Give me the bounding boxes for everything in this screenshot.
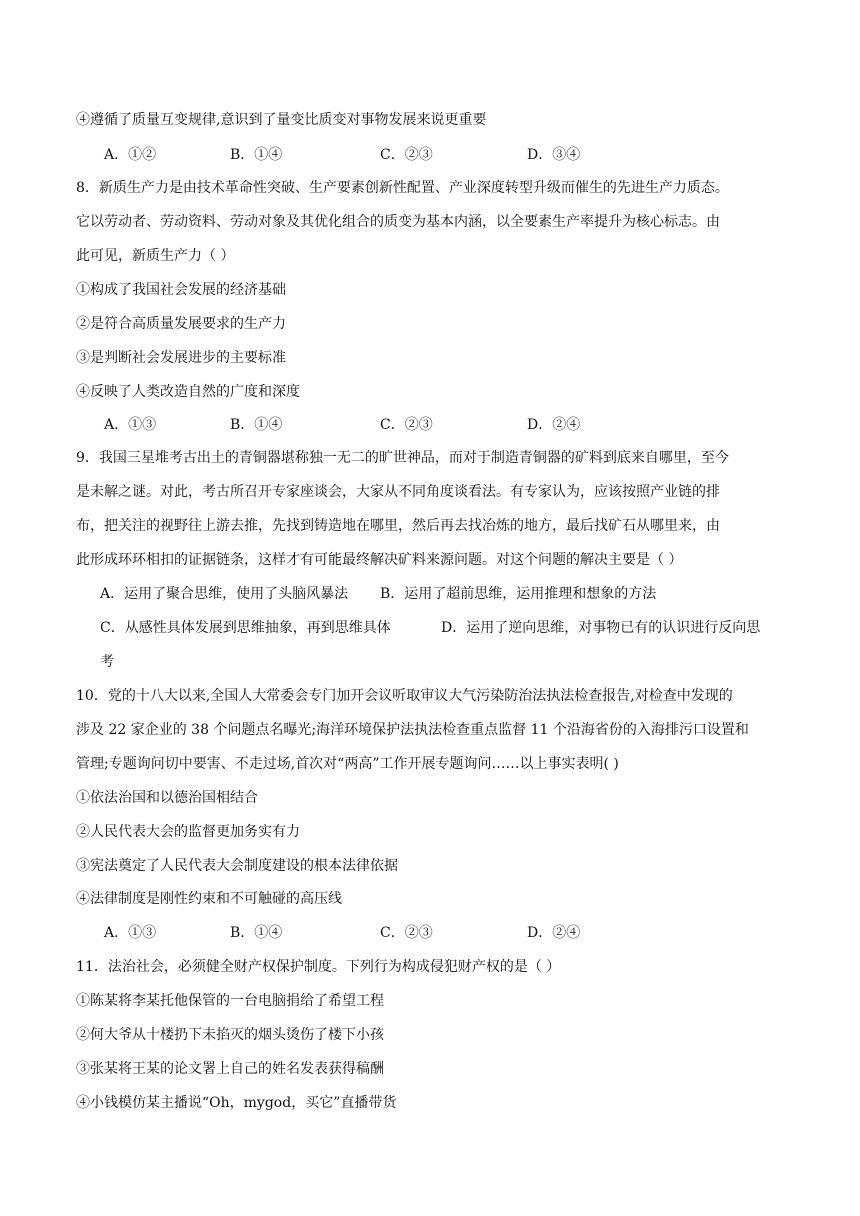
q7-statement-4: ④遵循了质量互变规律,意识到了量变比质变对事物发展来说更重要 [76,112,487,128]
q10-statement-1: ①依法治国和以德治国相结合 [76,790,258,806]
q10-stem-line-3: 管理;专题询问切中要害、不走过场,首次对“两高”工作开展专题询问……以上事实表明( ) [76,756,619,772]
q8-statement-4: ④反映了人类改造自然的广度和深度 [76,384,300,400]
q9-option-a: A．运用了聚合思维，使用了头脑风暴法 [100,586,349,602]
q9-option-c: C．从感性具体发展到思维抽象，再到思维具体 [100,620,391,636]
q8-stem-line-2: 它以劳动者、劳动资料、劳动对象及其优化组合的质变为基本内涵，以全要素生产率提升为核心标志。由 [76,214,720,230]
q10-statement-4: ④法律制度是刚性约束和不可触碰的高压线 [76,891,342,907]
q11-statement-4: ④小钱模仿某主播说“Oh，mygod，买它”直播带货 [76,1095,397,1111]
q9-option-b: B．运用了超前思维，运用推理和想象的方法 [380,586,657,602]
q8-option-b: B．①④ [230,417,283,433]
q9-stem-line-4: 此形成环环相扣的证据链条，这样才有可能最终解决矿料来源问题。对这个问题的解决主要是（ ） [76,552,683,568]
q9-stem-line-3: 布，把关注的视野往上游去推，先找到铸造地在哪里，然后再去找冶炼的地方，最后找矿石从哪里来，由 [76,518,720,534]
q8-statement-3: ③是判断社会发展进步的主要标准 [76,350,286,366]
q9-stem-line-2: 是未解之谜。对此，考古所召开专家座谈会，大家从不同角度谈看法。有专家认为，应该按照产业链的排 [76,484,720,500]
q11-statement-3: ③张某将王某的论文署上自己的姓名发表获得稿酬 [76,1061,384,1077]
q7-option-d: D．③④ [527,147,581,163]
q10-stem-line-1: 10．党的十八大以来,全国人大常委会专门加开会议听取审议大气污染防治法执法检查报告,对检查中发现的 [76,688,733,704]
q7-option-c: C．②③ [380,147,433,163]
q9-option-d-wrap: 考 [100,654,114,670]
q8-option-c: C．②③ [380,417,433,433]
q8-option-d: D．②④ [527,417,581,433]
q9-option-d: D．运用了逆向思维，对事物已有的认识进行反向思 [441,620,761,636]
q11-statement-1: ①陈某将李某托他保管的一台电脑捐给了希望工程 [76,993,384,1009]
q8-stem-line-1: 8．新质生产力是由技术革命性突破、生产要素创新性配置、产业深度转型升级而催生的先进生产力质态。 [76,180,729,196]
q7-option-b: B．①④ [230,147,283,163]
q11-statement-2: ②何大爷从十楼扔下未掐灭的烟头烫伤了楼下小孩 [76,1027,384,1043]
q10-stem-line-2: 涉及 22 家企业的 38 个问题点名曝光;海洋环境保护法执法检查重点监督 11 个沿海省份的入海排污口设置和 [76,722,749,738]
q7-option-a: A．①② [104,147,157,163]
q10-statement-3: ③宪法奠定了人民代表大会制度建设的根本法律依据 [76,858,398,874]
q8-statement-2: ②是符合高质量发展要求的生产力 [76,316,286,332]
q10-option-d: D．②④ [527,925,581,941]
q8-option-a: A．①③ [104,417,157,433]
q10-option-c: C．②③ [380,925,433,941]
q11-stem-line-1: 11．法治社会，必须健全财产权保护制度。下列行为构成侵犯财产权的是（ ） [76,959,561,975]
q10-option-a: A．①③ [104,925,157,941]
q8-statement-1: ①构成了我国社会发展的经济基础 [76,282,286,298]
q10-statement-2: ②人民代表大会的监督更加务实有力 [76,824,300,840]
q10-option-b: B．①④ [230,925,283,941]
q8-stem-line-3: 此可见，新质生产力（ ） [76,248,235,264]
q9-stem-line-1: 9．我国三星堆考古出土的青铜器堪称独一无二的旷世神品，而对于制造青铜器的矿料到底来自哪里，至今 [76,450,729,466]
